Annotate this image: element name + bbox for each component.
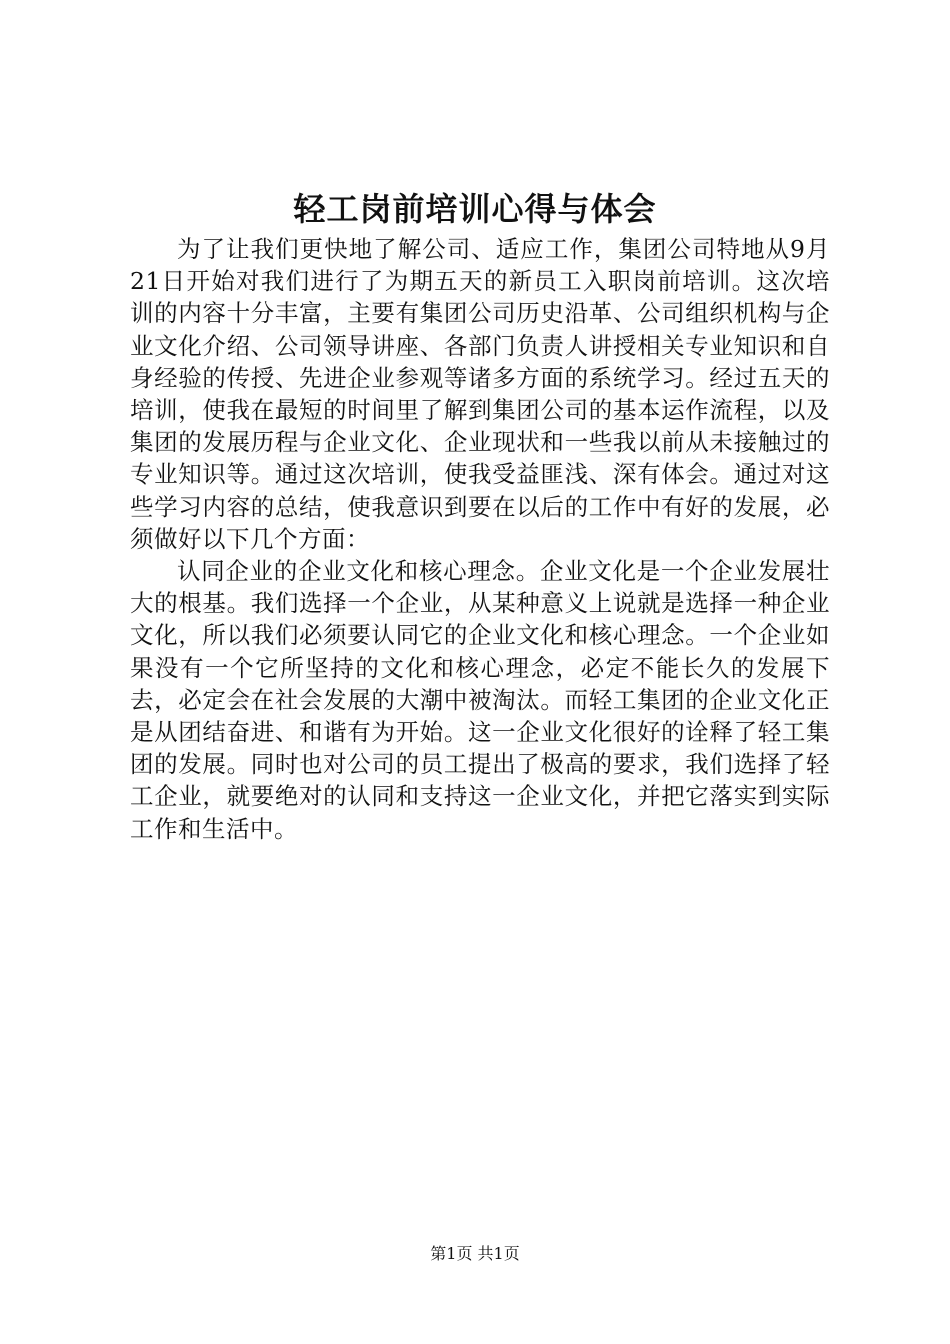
paragraph-1: 为了让我们更快地了解公司、适应工作，集团公司特地从9月21日开始对我们进行了为期五天的新员工入职岗前培训。这次培训的内容十分丰富，主要有集团公司历史沿革、公司组织机构与企业文化介绍、公司领导讲座、各部门负责人讲授相关专业知识和自身经验的传授、先进企业参观等诸多方面的系统学习。经过五天的培训，使我在最短的时间里了解到集团公司的基本运作流程，以及集团的发展历程与企业文化、企业现状和一些我以前从未接触过的专业知识等。通过这次培训，使我受益匪浅、深有体会。通过对这些学习内容的总结，使我意识到要在以后的工作中有好的发展，必须做好以下几个方面： [130,235,830,553]
document-title: 轻工岗前培训心得与体会 [293,190,657,228]
page-number-footer: 第1页 共1页 [430,1244,520,1263]
paragraph-2: 认同企业的企业文化和核心理念。企业文化是一个企业发展壮大的根基。我们选择一个企业，从某种意义上说就是选择一种企业文化，所以我们必须要认同它的企业文化和核心理念。一个企业如果没有一个它所坚持的文化和核心理念，必定不能长久的发展下去，必定会在社会发展的大潮中被淘汰。而轻工集团的企业文化正是从团结奋进、和谐有为开始。这一企业文化很好的诠释了轻工集团的发展。同时也对公司的员工提出了极高的要求，我们选择了轻工企业，就要绝对的认同和支持这一企业文化，并把它落实到实际工作和生活中。 [130,557,830,843]
document-body [130,233,830,845]
